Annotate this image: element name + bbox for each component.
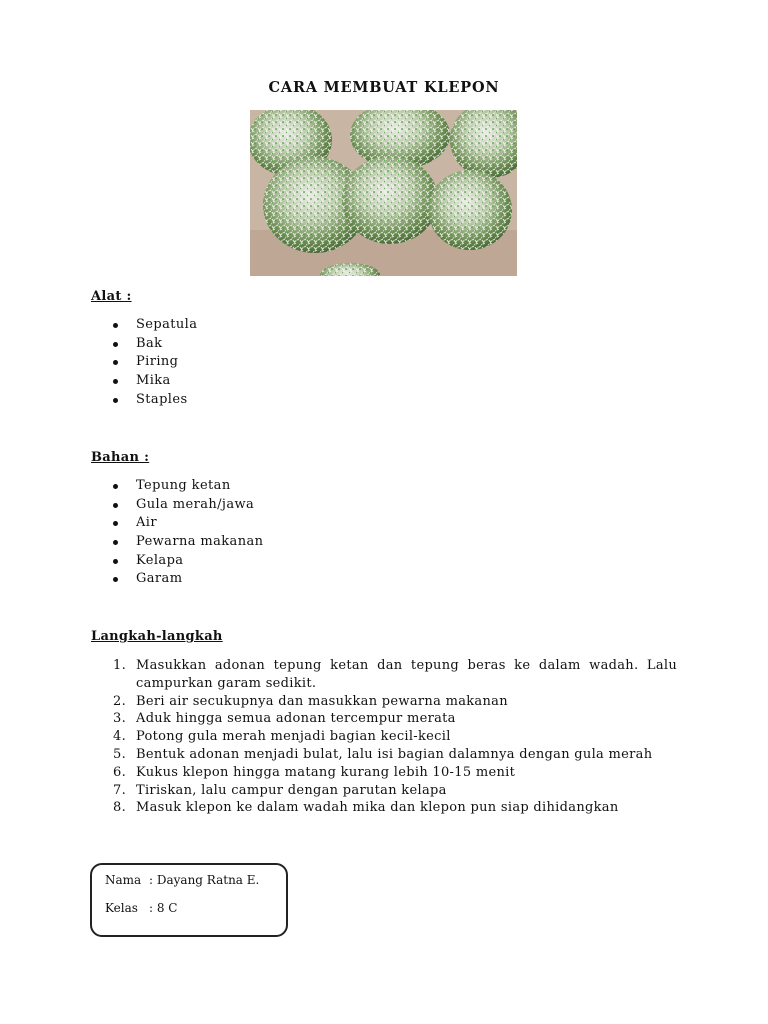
nama-row (105, 873, 259, 887)
step-text: Potong gula merah menjadi bagian kecil-kecil (136, 729, 451, 745)
list-item: Gula merah/jawa (110, 496, 263, 515)
list-item: Kelapa (110, 552, 263, 571)
step-number: 2. (113, 693, 127, 709)
step-text: Masuk klepon ke dalam wadah mika dan klepon pun siap dihidangkan (136, 800, 619, 816)
nama-label: Nama (105, 873, 142, 887)
step-item (105, 657, 677, 693)
langkah-list (105, 657, 677, 817)
list-item: Garam (110, 570, 263, 589)
list-item: Staples (110, 391, 197, 410)
klepon-photo (250, 110, 517, 276)
step-item (105, 746, 677, 764)
step-item (105, 693, 677, 711)
step-text: Aduk hingga semua adonan tercempur merata (136, 711, 456, 727)
list-item: Sepatula (110, 316, 197, 335)
list-item: Air (110, 514, 263, 533)
step-item (105, 728, 677, 746)
step-text: Masukkan adonan tepung ketan dan tepung beras ke dalam wadah. Lalu campurkan garam sedikit. (136, 658, 677, 691)
bahan-heading: Bahan : (91, 450, 150, 465)
langkah-heading: Langkah-langkah (91, 629, 223, 644)
alat-list (110, 316, 197, 409)
step-item (105, 710, 677, 728)
step-item (105, 764, 677, 782)
step-item (105, 782, 677, 800)
step-number: 1. (113, 658, 127, 673)
step-item (105, 799, 677, 817)
step-number: 7. (113, 782, 127, 798)
step-number: 3. (113, 711, 127, 727)
step-number: 4. (113, 729, 127, 745)
list-item: Piring (110, 353, 197, 372)
nama-value: : Dayang Ratna E. (149, 873, 260, 887)
step-text: Tiriskan, lalu campur dengan parutan kelapa (136, 782, 447, 798)
step-text: Bentuk adonan menjadi bulat, lalu isi bagian dalamnya dengan gula merah (136, 746, 653, 762)
step-text: Kukus klepon hingga matang kurang lebih 10-15 menit (136, 764, 516, 780)
list-item: Bak (110, 335, 197, 354)
kelas-label: Kelas (105, 901, 138, 915)
identity-box (90, 863, 288, 937)
step-number: 6. (113, 764, 127, 780)
kelas-row (105, 901, 178, 915)
alat-heading: Alat : (91, 289, 132, 304)
kelas-value: : 8 C (149, 901, 178, 915)
step-text: Beri air secukupnya dan masukkan pewarna makanan (136, 693, 508, 709)
list-item: Pewarna makanan (110, 533, 263, 552)
list-item: Mika (110, 372, 197, 391)
step-number: 5. (113, 746, 127, 762)
list-item: Tepung ketan (110, 477, 263, 496)
step-number: 8. (113, 800, 127, 816)
bahan-list (110, 477, 263, 589)
page-title: CARA MEMBUAT KLEPON (268, 79, 500, 96)
